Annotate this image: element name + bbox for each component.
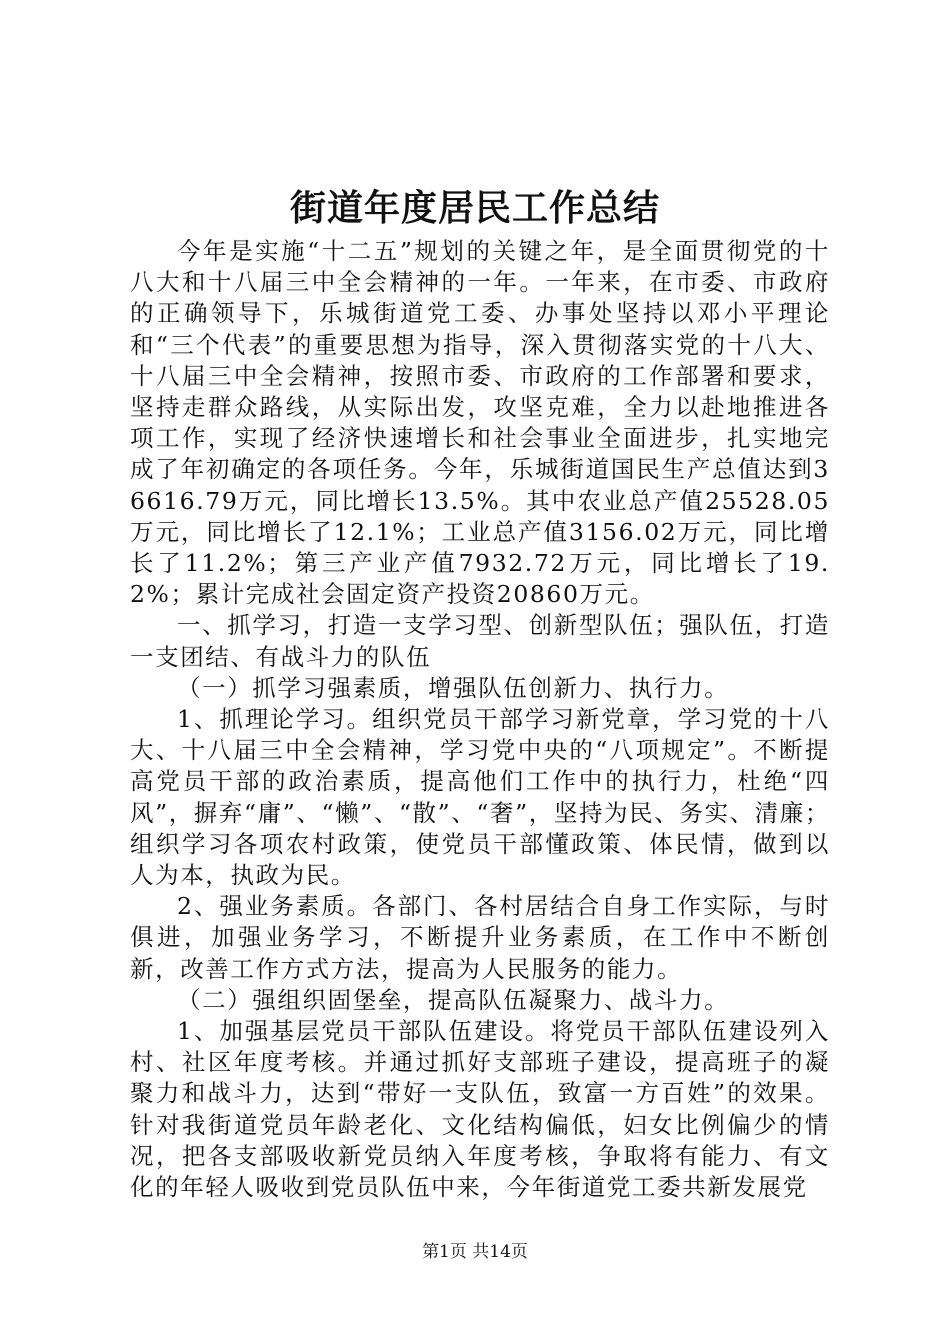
paragraph-subsection-2-heading: （二）强组织固堡垒，提高队伍凝聚力、战斗力。	[177, 985, 730, 1014]
document-title: 街道年度居民工作总结	[289, 187, 660, 229]
paragraph-item-business-quality: 2、强业务素质。各部门、各村居结合自身工作实际，与时俱进，加强业务学习，不断提升业务素质，在工作中不断创新，改善工作方式方法，提高为人民服务的能力。	[130, 892, 830, 983]
document-body	[130, 236, 830, 1203]
paragraph-section-1-heading: 一、抓学习，打造一支学习型、创新型队伍；强队伍，打造一支团结、有战斗力的队伍	[130, 611, 830, 671]
paragraph-subsection-1-heading: （一）抓学习强素质，增强队伍创新力、执行力。	[177, 673, 730, 702]
paragraph-intro: 今年是实施“十二五”规划的关键之年，是全面贯彻党的十八大和十八届三中全会精神的一年。一年来，在市委、市政府的正确领导下，乐城街道党工委、办事处坚持以邓小平理论和“三个代表”的重要思想为指导，深入贯彻落实党的十八大、十八届三中全会精神，按照市委、市政府的工作部署和要求，坚持走群众路线，从实际出发，攻坚克难，全力以赴地推进各项工作，实现了经济快速增长和社会事业全面进步，扎实地完成了年初确定的各项任务。今年，乐城街道国民生产总值达到36616.79万元，同比增长13.5%。其中农业总产值25528.05万元，同比增长了12.1%；工业总产值3156.02万元，同比增长了11.2%；第三产业产值7932.72万元，同比增长了19.2%；累计完成社会固定资产投资20860万元。	[130, 237, 830, 609]
paragraph-item-theory-study: 1、抓理论学习。组织党员干部学习新党章，学习党的十八大、十八届三中全会精神，学习党中央的“八项规定”。不断提高党员干部的政治素质，提高他们工作中的执行力，杜绝“四风”，摒弃“庸”、“懒”、“散”、“奢”，坚持为民、务实、清廉；组织学习各项农村政策，使党员干部懂政策、体民情，做到以人为本，执政为民。	[130, 705, 830, 890]
paragraph-item-team-building: 1、加强基层党员干部队伍建设。将党员干部队伍建设列入村、社区年度考核。并通过抓好支部班子建设，提高班子的凝聚力和战斗力，达到“带好一支队伍，致富一方百姓”的效果。针对我街道党员年龄老化、文化结构偏低，妇女比例偏少的情况，把各支部吸收新党员纳入年度考核，争取将有能力、有文化的年轻人吸收到党员队伍中来，今年街道党工委共新发展党	[130, 1017, 830, 1202]
page-number-footer: 第1页 共14页	[422, 1242, 528, 1262]
